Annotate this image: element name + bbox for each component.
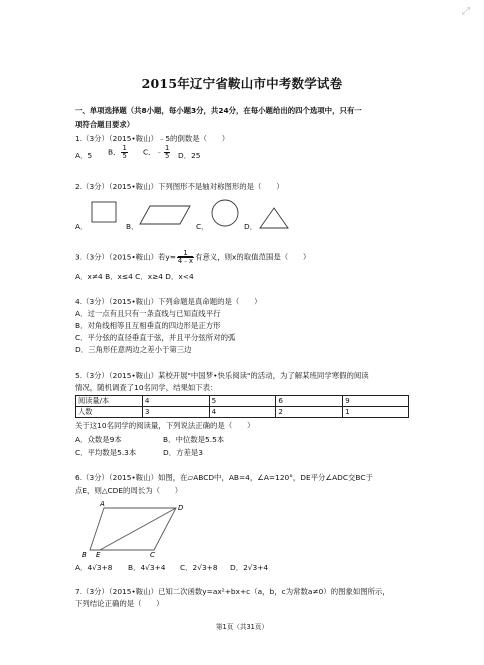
q2-triangle-figure	[258, 206, 292, 230]
table-cell: 4	[209, 407, 276, 418]
q2-stem: 2.（3分）（2015•鞍山）下列图形不是轴对称图形的是（ ）	[75, 182, 284, 191]
q3-stem-suffix: 有意义，则x的取值范围是（ ）	[195, 252, 311, 262]
table-cell: 9	[343, 396, 409, 407]
q1-option-b	[108, 145, 129, 160]
q5-stem-line3: 关于这10名同学的阅读量，下列说法正确的是（ ）	[75, 421, 255, 430]
q6-stem-line1: 6.（3分）（2015•鞍山）如图，在▱ABCD中，AB=4，∠A=120°，DE平分∠ADC交BC于	[75, 473, 373, 482]
q6-option-b: B．4√3+4	[128, 563, 166, 572]
q5-option-d: D．方差是3	[163, 448, 203, 457]
q7-stem-line1: 7.（3分）（2015•鞍山）已知二次函数y=ax²+bx+c（a，b，c为常数a≠0）的图象如图所示，	[75, 587, 390, 596]
q4-option-a: A．过一点有且只有一条直线与已知直线平行	[75, 309, 221, 318]
q4-stem: 4.（3分）（2015•鞍山）下列命题是真命题的是（ ）	[75, 297, 262, 306]
q1-option-a: A．5	[75, 151, 93, 160]
q3-stem-prefix: 3.（3分）（2015•鞍山）若y=	[75, 252, 176, 262]
q6-option-c: C．2√3+8	[180, 563, 218, 572]
q1-option-b-prefix: B．	[108, 147, 121, 157]
expand-icon[interactable]: ⤢	[462, 6, 470, 17]
q4-option-c: C．平分弦的直径垂直于弦，并且平分弦所对的弧	[75, 333, 236, 342]
q5-stem-line2: 情况，随机调查了10名同学，结果如下表：	[75, 383, 218, 392]
q2-option-a: A．	[75, 222, 88, 231]
q1-option-c-fraction	[164, 145, 170, 160]
q1-b-numerator: 1	[122, 144, 127, 152]
table-cell: 6	[276, 396, 343, 407]
table-cell: 1	[343, 407, 409, 418]
q6-option-d: D．2√3+4	[230, 563, 269, 572]
q4-option-d: D．三角形任意两边之差小于第三边	[75, 345, 192, 354]
q1-stem: 1.（3分）（2015•鞍山）﹣5的倒数是（ ）	[75, 134, 230, 143]
point-label-d: D	[178, 504, 184, 512]
table-cell: 2	[276, 407, 343, 418]
page-title: 2015年辽宁省鞍山市中考数学试卷	[141, 76, 343, 91]
table-cell: 3	[142, 407, 209, 418]
q2-option-d: D．	[244, 222, 258, 231]
q1-c-numerator: 1	[164, 144, 170, 152]
point-label-a: A	[100, 500, 105, 508]
q5-option-b: B．中位数是5.5本	[163, 435, 225, 444]
q3-numerator: 1	[177, 250, 194, 258]
q7-stem-line2: 下列结论正确的是（ ）	[75, 599, 164, 608]
q2-option-c: C．	[196, 222, 209, 231]
page-footer: 第1页（共31页）	[215, 623, 269, 631]
table-row	[76, 396, 409, 407]
q3-options: A．x≠4 B．x≤4 C．x≥4 D．x<4	[75, 272, 194, 281]
table-cell: 阅读量/本	[76, 396, 143, 407]
section-heading-line1: 一、单项选择题（共8小题，每小题3分，共24分，在每小题给出的四个选项中，只有一	[75, 106, 362, 115]
point-label-e: E	[96, 551, 101, 559]
point-label-b: B	[82, 551, 87, 559]
q1-option-d: D．25	[178, 151, 201, 160]
table-row	[76, 407, 409, 418]
q5-option-c: C．平均数是5.3本	[75, 448, 137, 457]
q5-option-a: A．众数是9本	[75, 435, 122, 444]
q3-stem	[75, 250, 310, 265]
q6-stem-line2: 点E，则△CDE的周长为（ ）	[75, 486, 183, 495]
section-heading-line2: 项符合题目要求）	[75, 120, 135, 129]
q3-radicand: 4﹣x	[177, 257, 194, 265]
q5-stem-line1: 5.（3分）（2015•鞍山）某校开展"中国梦•快乐阅读"的活动，为了解某班同学寒假的阅读	[75, 371, 369, 380]
q4-option-b: B．对角线相等且互相垂直的四边形是正方形	[75, 321, 221, 330]
q1-b-denominator: 5	[122, 152, 127, 160]
q2-circle-figure	[208, 199, 242, 229]
q6-parallelogram-diagram	[82, 500, 198, 559]
q2-square-figure	[90, 200, 120, 226]
q3-fraction	[177, 250, 194, 265]
q1-option-b-fraction	[121, 145, 127, 160]
q1-c-denominator: 5	[164, 152, 170, 160]
table-cell: 4	[142, 396, 209, 407]
q2-parallelogram-figure	[138, 204, 192, 226]
table-cell: 人数	[76, 407, 143, 418]
q3-denominator	[177, 258, 194, 265]
table-cell: 5	[209, 396, 276, 407]
reading-survey-table	[75, 395, 409, 418]
q1-option-c-prefix: C．﹣	[143, 147, 163, 157]
q1-option-c	[143, 145, 171, 160]
q2-option-b: B．	[126, 222, 139, 231]
q6-option-a: A．4√3+8	[75, 563, 113, 572]
point-label-c: C	[150, 551, 155, 559]
